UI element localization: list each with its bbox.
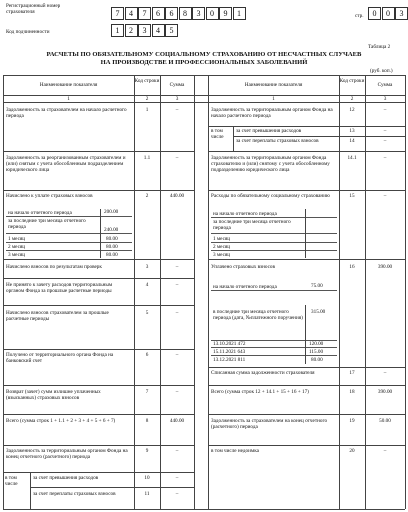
row-13-label: за счет превышения расходов [236,128,302,134]
code-digit-2: 2 [125,24,138,37]
row-16-payment2-value: 115.00 [309,349,324,355]
row-15-month3-label: 3 месяц [213,252,231,258]
units-label: (руб. коп.) [370,68,393,74]
row-10-sum: – [175,475,179,481]
row-16-last-label: в последние три месяца отчетного периода (дата, №платежного поручения) [213,309,303,321]
col-header-code-right: Код строки [339,78,365,84]
row-2-last-value: 240.00 [104,227,119,233]
col-number-1: 1 [67,96,70,102]
col-number-1-right: 1 [272,96,275,102]
row-19-code: 19 [349,418,355,424]
code-digit-4: 4 [152,24,165,37]
row-5-code: 5 [145,310,149,316]
row-2-start-label: на начало отчетного периода [8,210,72,216]
row-19-sum: 50.00 [379,418,391,424]
page-digit-3: 3 [395,7,408,20]
row-16-last-value: 315.00 [311,309,326,315]
row-20-code: 20 [349,448,355,454]
row-6-sum: – [175,352,179,358]
row-3-sum: – [175,264,179,270]
row-10-code: 10 [144,475,150,481]
row-16-start-value: 75.00 [311,283,323,289]
row-14-1-sum: – [383,155,387,161]
row-18-sum: 390.00 [377,389,393,395]
row-19-label: Задолженность за страхователем на конец отчетного (расчетного) периода [211,418,328,430]
row-2-code: 2 [145,193,149,199]
code-digit-1: 1 [111,24,124,37]
row-16-code: 16 [349,264,355,270]
row-16-start-label: на начало отчетного периода [213,284,277,290]
row-14-code: 14 [349,138,355,144]
row-12-label: Задолженность за территориальным органом Фонда на начало расчетного периода [211,107,333,119]
row-7-code: 7 [145,389,149,395]
row-17-label: Списанная сумма задолженности страхователя [211,370,315,376]
col-header-name-left: Наименование показателя [39,82,98,88]
row-13-code: 13 [349,128,355,134]
row-2-month2-value: 80.00 [106,244,118,250]
code-digit-5: 5 [165,24,178,37]
row-15-sum: – [383,193,387,199]
row-1-1-sum: – [175,155,179,161]
row-16-sum: 390.00 [377,264,393,270]
row-3-label: Начислено взносов по результатам проверк [6,264,102,270]
row-2-last-label: за последние три месяца отчетного периода [8,218,86,230]
row-12-code: 12 [349,107,355,113]
row-9-label: Задолженность за территориальным органом Фонда на конец отчетного (расчетного) периода [6,448,128,460]
row-17-sum: – [383,370,387,376]
row-16-payment1-value: 120.00 [309,341,324,347]
row-13-sum: – [383,128,387,134]
row-2-month1-value: 80.00 [106,236,118,242]
col-number-2: 2 [145,96,149,102]
row-8-sum: 440.00 [169,418,185,424]
row-20-sum: – [383,448,387,454]
code-digit-3: 3 [138,24,151,37]
reg-digit-4: 6 [152,7,165,20]
page-digit-1: 0 [368,7,381,20]
row-15-start-label: на начало отчетного периода [213,211,277,217]
row-15-label: Расходы по обязательному социальному страхованию [211,193,330,199]
row-1-code: 1 [145,107,149,113]
row-3-code: 3 [145,264,149,270]
row-2-month2-label: 2 месяц [8,244,26,250]
row-11-label: за счет переплаты страховых взносов [33,491,116,497]
row-20-label: в том числе недоимка [211,448,259,454]
row-2-month3-value: 80.00 [106,252,118,258]
reg-digit-8: 0 [206,7,219,20]
row-9-sum: – [175,448,179,454]
row-5-label: Начислено взносов страхователем за прошлые расчетные периоды [6,310,109,322]
col-number-2-right: 2 [350,96,354,102]
page-subtitle: НА ПРОИЗВОДСТВЕ И ПРОФЕССИОНАЛЬНЫХ ЗАБОЛЕВАНИЙ [100,59,308,66]
row-2-month3-label: 3 месяц [8,252,26,258]
reg-digit-1: 7 [111,7,124,20]
reg-digit-2: 4 [125,7,138,20]
row-10-label: за счет превышения расходов [33,475,99,481]
reg-digit-5: 6 [165,7,178,20]
col-number-3-right: 3 [383,96,387,102]
row-15-last-label: за последние три месяца отчетного периода [213,219,291,231]
row-1-label: Задолженность за страхователем на начало расчетного периода [6,107,127,119]
row-13-prefix: в том числе [211,128,224,140]
row-15-code: 15 [349,193,355,199]
col-header-code-left: Код строки [134,78,160,84]
row-2-start-value: 200.00 [104,209,119,215]
row-2-sum: 440.00 [169,193,185,199]
row-14-1-label: Задолженность за территориальным органом Фонда страхователю и (или) снятому с учета обособленному подразделению юридического лица [211,155,330,173]
row-7-sum: – [175,389,179,395]
col-number-3: 3 [175,96,179,102]
row-11-code: 11 [144,491,150,497]
table-number: Таблица 2 [368,44,391,50]
row-18-label: Всего (сумма строк 12 + 14.1 + 15 + 16 + 17) [211,389,309,395]
row-14-label: за счет переплаты страховых взносов [236,138,319,144]
row-12-sum: – [383,107,387,113]
reg-digit-10: 1 [233,7,246,20]
row-5-sum: – [175,310,179,316]
row-10-prefix: в том числе [5,475,18,487]
page-title: РАСЧЕТЫ ПО ОБЯЗАТЕЛЬНОМУ СОЦИАЛЬНОМУ СТРАХОВАНИЮ ОТ НЕСЧАСТНЫХ СЛУЧАЕВ [46,51,362,58]
row-8-code: 8 [145,418,149,424]
row-2-label: Начислено к уплате страховых взносов [6,193,93,199]
row-16-label: Уплачено страховых взносов [211,264,275,270]
row-18-code: 18 [349,389,355,395]
row-11-sum: – [175,491,179,497]
row-9-code: 9 [145,448,149,454]
col-header-name-right: Наименование показателя [244,82,303,88]
row-16-payment3-label: 13.12.2021 811 [213,357,246,363]
reg-number-label: Регистрационный номер страхователя [6,3,61,15]
row-6-label: Получено от территориального органа Фонда на банковский счет [6,352,114,364]
row-4-sum: – [175,282,179,288]
row-15-month2-label: 2 месяц [213,244,231,250]
row-4-code: 4 [145,282,149,288]
row-7-label: Возврат (зачет) сумм излишне уплаченных (взысканных) страховых взносов [6,389,101,401]
page-digit-2: 0 [382,7,395,20]
row-17-code: 17 [349,370,355,376]
row-1-sum: – [175,107,179,113]
row-6-code: 6 [145,352,149,358]
row-8-label: Всего (сумма строк 1 + 1.1 + 2 + 3 + 4 + 5 + 6 + 7) [6,418,116,424]
row-1-1-label: Задолженность за реорганизованным страхователем и (или) снятым с учета обособленным подразделением юридического лица [6,155,126,173]
reg-digit-9: 9 [219,7,232,20]
row-15-month1-label: 1 месяц [213,236,231,242]
row-16-payment3-value: 80.00 [311,357,323,363]
reg-digit-7: 3 [192,7,205,20]
row-14-1-code: 14.1 [347,155,357,161]
row-16-payment2-label: 15.11.2021 643 [213,349,246,355]
reg-digit-6: 8 [179,7,192,20]
row-14-sum: – [383,138,387,144]
subordination-code-label: Код подчиненности [6,29,50,35]
row-4-label: Не принято к зачету расходов территориальным органом Фонда за прошлые расчетные периоды [6,282,113,294]
reg-digit-3: 7 [138,7,151,20]
row-1-1-code: 1.1 [143,155,151,161]
col-header-sum-right: Сумма [377,82,393,88]
col-header-sum-left: Сумма [169,82,185,88]
row-2-month1-label: 1 месяц [8,236,26,242]
row-16-payment1-label: 13.10.2021 472 [213,341,246,347]
page-label: стр. [355,13,364,19]
